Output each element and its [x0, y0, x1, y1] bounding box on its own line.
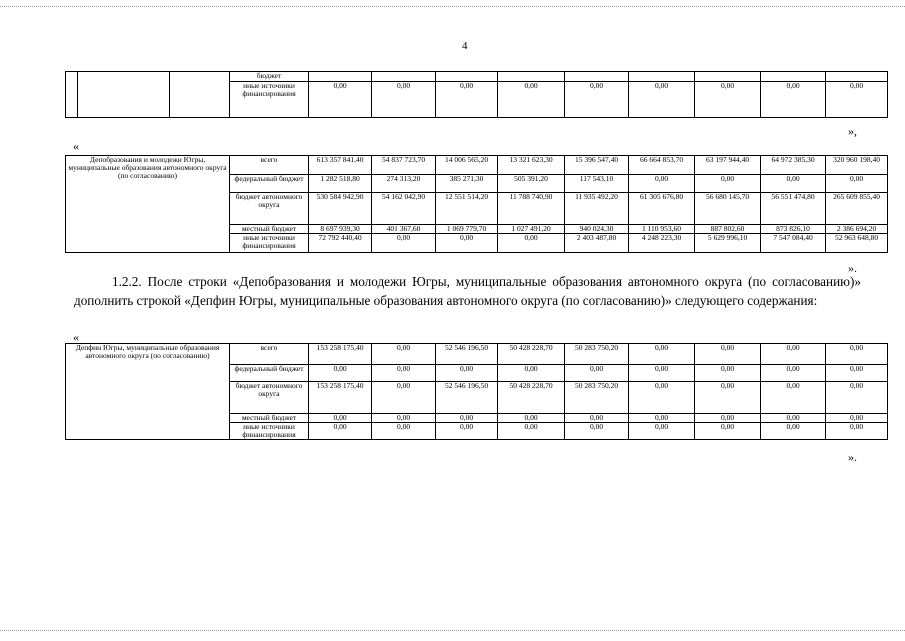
amount-cell: 0,00 — [826, 382, 888, 414]
amount-cell: 0,00 — [695, 365, 761, 382]
amount-cell: 0,00 — [695, 423, 761, 440]
amount-cell: 0,00 — [372, 344, 436, 365]
amount-cell: 5 629 996,10 — [695, 234, 761, 253]
top-row1-label: бюджет — [230, 72, 309, 82]
amount-cell: 63 197 944,40 — [695, 156, 761, 175]
amount-cell: 0,00 — [761, 175, 826, 193]
amount-cell: 0,00 — [629, 414, 695, 423]
amendment-paragraph: 1.2.2. После строки «Депобразования и молодежи Югры, муниципальные образования автономного округа (по согласованию)» дополнить строкой «Депфин Югры, муниципальные образования автономного округа (по согласованию)» следующего содержания: — [74, 274, 861, 308]
amount-cell: 54 162 042,90 — [372, 193, 436, 225]
amount-cell: 0,00 — [372, 234, 436, 253]
quote-open-1: « — [73, 139, 79, 153]
amount-cell: 2 386 694,20 — [826, 225, 888, 234]
quote-close-2: ». — [848, 261, 857, 275]
funding-source-label: бюджет автономного округа — [230, 193, 309, 225]
amount-cell: 8 697 939,30 — [309, 225, 372, 234]
amount-cell: 0,00 — [629, 382, 695, 414]
funding-source-label: федеральный бюджет — [230, 365, 309, 382]
quote-close-3: ». — [848, 450, 857, 464]
amount-cell: 0,00 — [629, 344, 695, 365]
amount-cell: 50 283 750,20 — [565, 344, 629, 365]
amount-cell: 11 788 740,90 — [498, 193, 565, 225]
amount-cell: 56 551 474,80 — [761, 193, 826, 225]
amount-cell: 50 428 228,70 — [498, 382, 565, 414]
amount-cell: 0,00 — [436, 365, 498, 382]
amount-cell: 0,00 — [436, 234, 498, 253]
table-depfin — [65, 343, 888, 440]
top-row2-value: 0,00 — [761, 82, 826, 118]
table-row — [66, 156, 888, 175]
organization-cell: Депфин Югры, муниципальные образования автономного округа (по согласованию) — [66, 344, 230, 440]
amount-cell: 72 792 440,40 — [309, 234, 372, 253]
amount-cell: 0,00 — [309, 423, 372, 440]
amount-cell: 4 248 223,30 — [629, 234, 695, 253]
amount-cell: 0,00 — [695, 175, 761, 193]
scan-edge-bottom — [0, 630, 905, 641]
top-row2-value: 0,00 — [372, 82, 436, 118]
amount-cell: 0,00 — [761, 344, 826, 365]
top-empty-cell-3 — [170, 72, 230, 118]
amount-cell: 0,00 — [565, 423, 629, 440]
funding-source-label: иные источники финансирования — [230, 423, 309, 440]
top-row2-value: 0,00 — [436, 82, 498, 118]
amount-cell: 153 258 175,40 — [309, 344, 372, 365]
amount-cell: 15 396 547,40 — [565, 156, 629, 175]
table-row — [66, 344, 888, 365]
amount-cell: 0,00 — [826, 414, 888, 423]
amount-cell: 7 547 084,40 — [761, 234, 826, 253]
quote-close-1: », — [848, 124, 857, 138]
amount-cell: 0,00 — [372, 365, 436, 382]
amount-cell: 1 110 953,60 — [629, 225, 695, 234]
funding-source-label: местный бюджет — [230, 414, 309, 423]
amount-cell: 117 543,10 — [565, 175, 629, 193]
amount-cell: 0,00 — [498, 365, 565, 382]
amount-cell: 56 680 145,70 — [695, 193, 761, 225]
amount-cell: 54 837 723,70 — [372, 156, 436, 175]
amount-cell: 66 664 853,70 — [629, 156, 695, 175]
amount-cell: 0,00 — [309, 414, 372, 423]
amount-cell: 873 826,10 — [761, 225, 826, 234]
table-depobrazovaniya — [65, 155, 888, 253]
amount-cell: 64 972 385,30 — [761, 156, 826, 175]
amount-cell: 52 546 196,50 — [436, 344, 498, 365]
amount-cell: 14 006 565,20 — [436, 156, 498, 175]
amount-cell: 0,00 — [372, 423, 436, 440]
amount-cell: 0,00 — [309, 365, 372, 382]
amount-cell: 385 271,30 — [436, 175, 498, 193]
amount-cell: 0,00 — [761, 365, 826, 382]
amount-cell: 505 391,20 — [498, 175, 565, 193]
amount-cell: 0,00 — [761, 423, 826, 440]
top-row2-label: иные источники финансирования — [230, 82, 309, 118]
amount-cell: 0,00 — [498, 414, 565, 423]
top-row2-value: 0,00 — [565, 82, 629, 118]
amount-cell: 50 428 228,70 — [498, 344, 565, 365]
amount-cell: 0,00 — [372, 382, 436, 414]
top-row2-value: 0,00 — [826, 82, 888, 118]
quote-open-2: « — [73, 330, 79, 344]
amount-cell: 887 802,60 — [695, 225, 761, 234]
funding-source-label: бюджет автономного округа — [230, 382, 309, 414]
top-table — [65, 71, 888, 118]
amount-cell: 0,00 — [565, 365, 629, 382]
amount-cell: 0,00 — [629, 365, 695, 382]
amount-cell: 0,00 — [565, 414, 629, 423]
amount-cell: 0,00 — [629, 423, 695, 440]
amount-cell: 0,00 — [826, 175, 888, 193]
funding-source-label: местный бюджет — [230, 225, 309, 234]
amount-cell: 52 963 648,80 — [826, 234, 888, 253]
amount-cell: 50 283 750,20 — [565, 382, 629, 414]
amount-cell: 530 584 942,90 — [309, 193, 372, 225]
amount-cell: 613 357 841,40 — [309, 156, 372, 175]
amount-cell: 0,00 — [761, 382, 826, 414]
top-empty-cell-1 — [66, 72, 78, 118]
amount-cell: 1 282 518,80 — [309, 175, 372, 193]
amount-cell: 0,00 — [826, 365, 888, 382]
amount-cell: 11 935 492,20 — [565, 193, 629, 225]
amount-cell: 320 960 198,40 — [826, 156, 888, 175]
amount-cell: 265 609 855,40 — [826, 193, 888, 225]
top-row2-value: 0,00 — [498, 82, 565, 118]
amount-cell: 0,00 — [498, 234, 565, 253]
amount-cell: 61 305 676,80 — [629, 193, 695, 225]
page-number: 4 — [462, 40, 468, 52]
amount-cell: 0,00 — [436, 423, 498, 440]
amount-cell: 401 367,60 — [372, 225, 436, 234]
amount-cell: 0,00 — [761, 414, 826, 423]
amount-cell: 0,00 — [695, 414, 761, 423]
top-empty-cell-2 — [78, 72, 170, 118]
funding-source-label: всего — [230, 156, 309, 175]
amount-cell: 0,00 — [436, 414, 498, 423]
amount-cell: 0,00 — [695, 382, 761, 414]
amount-cell: 940 024,30 — [565, 225, 629, 234]
amount-cell: 12 551 514,20 — [436, 193, 498, 225]
amount-cell: 1 027 491,20 — [498, 225, 565, 234]
amount-cell: 0,00 — [695, 344, 761, 365]
amount-cell: 0,00 — [629, 175, 695, 193]
top-row2-value: 0,00 — [629, 82, 695, 118]
amount-cell: 2 403 487,80 — [565, 234, 629, 253]
top-row2-value: 0,00 — [695, 82, 761, 118]
amount-cell: 274 313,20 — [372, 175, 436, 193]
amount-cell: 0,00 — [372, 414, 436, 423]
amount-cell: 52 546 196,50 — [436, 382, 498, 414]
funding-source-label: федеральный бюджет — [230, 175, 309, 193]
amount-cell: 0,00 — [826, 423, 888, 440]
amount-cell: 153 258 175,40 — [309, 382, 372, 414]
amount-cell: 13 321 623,30 — [498, 156, 565, 175]
organization-cell: Депобразования и молодежи Югры, муниципальные образования автономного округа (по согласованию) — [66, 156, 230, 253]
funding-source-label: иные источники финансирования — [230, 234, 309, 253]
top-row2-value: 0,00 — [309, 82, 372, 118]
amount-cell: 1 069 779,70 — [436, 225, 498, 234]
funding-source-label: всего — [230, 344, 309, 365]
scan-edge-top — [0, 0, 905, 7]
amount-cell: 0,00 — [826, 344, 888, 365]
amount-cell: 0,00 — [498, 423, 565, 440]
